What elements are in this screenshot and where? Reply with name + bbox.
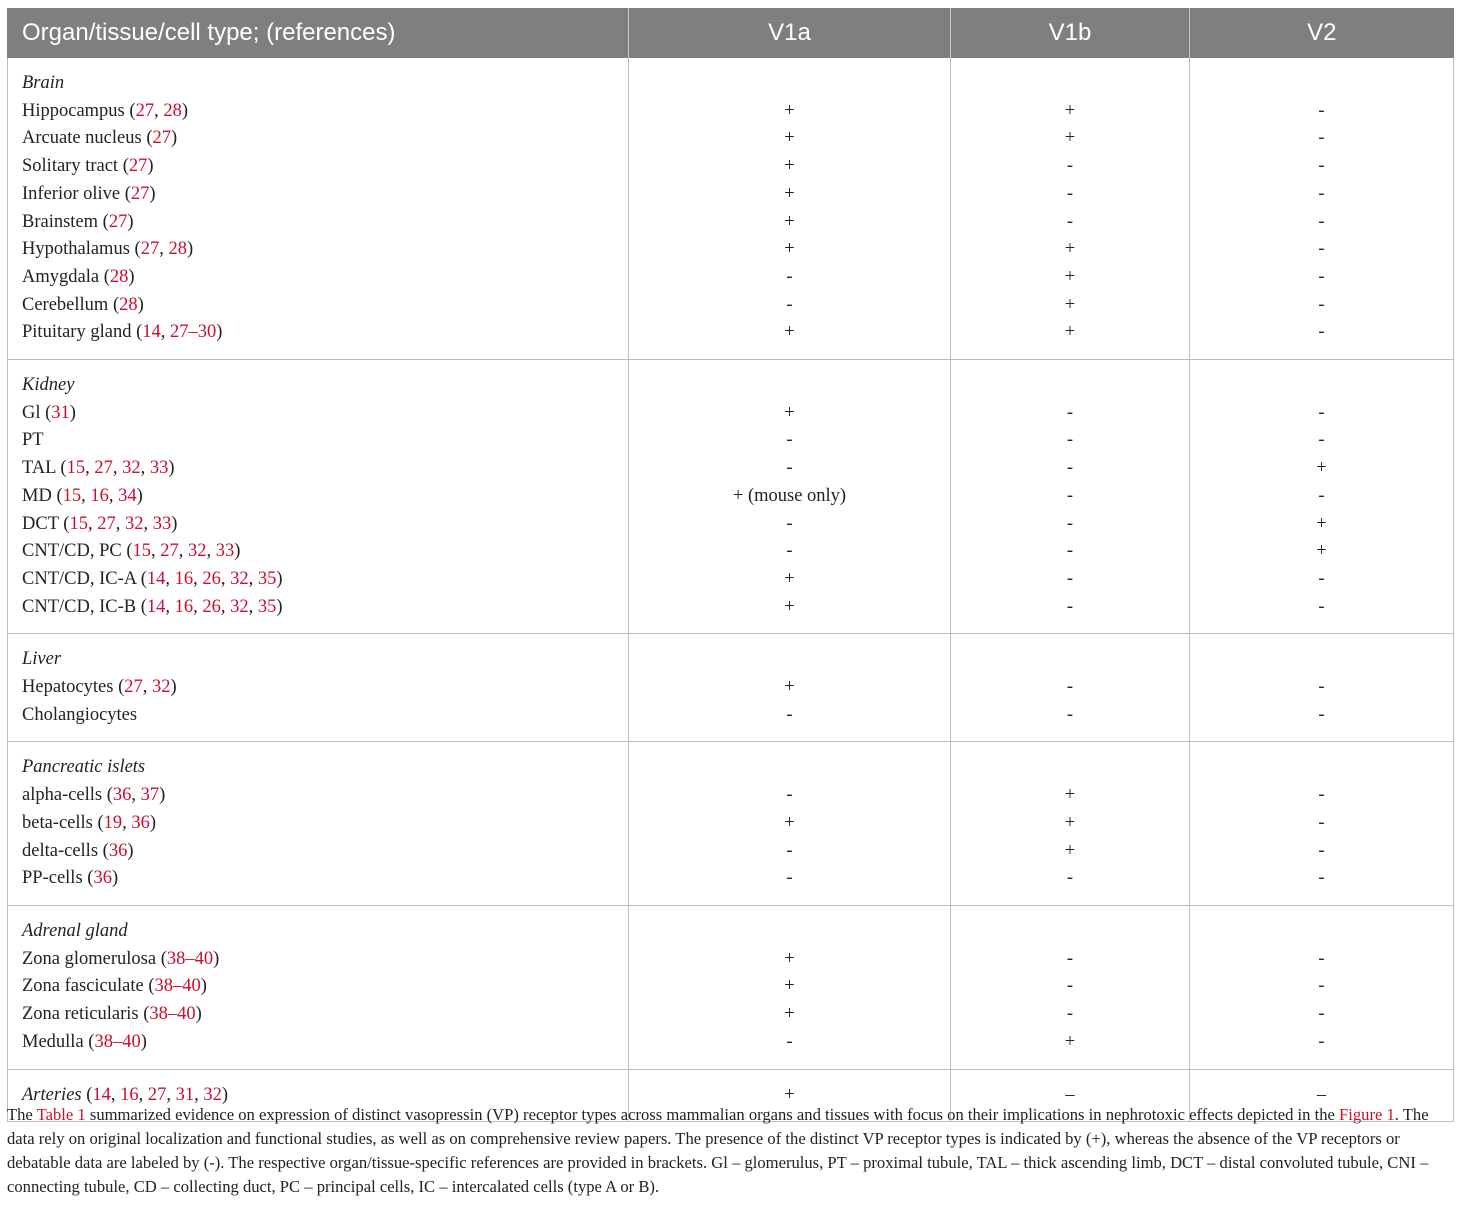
cell-v1b: - — [951, 566, 1190, 594]
cell-v1a: + — [629, 1069, 951, 1122]
reference-separator: , — [165, 596, 175, 617]
table-row — [8, 538, 1454, 566]
table-row — [8, 702, 1454, 742]
reference-separator: , — [143, 513, 153, 534]
reference-link[interactable]: 14 — [146, 568, 166, 589]
cell-v1a: + — [629, 125, 951, 153]
reference-link[interactable]: 36 — [112, 785, 132, 806]
empty-cell — [1190, 58, 1454, 98]
cell-v1a: + — [629, 400, 951, 428]
cell-v1a: + — [629, 674, 951, 702]
cell-v1a: + — [629, 181, 951, 209]
table-row — [8, 209, 1454, 237]
cell-v1a: - — [629, 1029, 951, 1069]
reference-link[interactable]: 16 — [174, 568, 194, 589]
cell-v2: - — [1190, 400, 1454, 428]
reference-separator: , — [160, 322, 170, 343]
row-name: Pituitary gland — [22, 322, 132, 343]
cell-v1a: - — [629, 264, 951, 292]
row-label: beta-cells (19, 36) — [8, 810, 629, 838]
row-label: Arcuate nucleus (27) — [8, 125, 629, 153]
table-row — [8, 782, 1454, 810]
cell-v1b: - — [951, 538, 1190, 566]
cell-v1b: - — [951, 946, 1190, 974]
row-label: DCT (15, 27, 32, 33) — [8, 511, 629, 539]
reference-link[interactable]: 34 — [118, 485, 137, 506]
cell-v1a: + — [629, 319, 951, 359]
reference-separator: , — [248, 596, 258, 617]
row-name: Inferior olive — [22, 183, 121, 204]
cell-v1a: + (mouse only) — [629, 483, 951, 511]
cell-v1b: - — [951, 674, 1190, 702]
reference-link[interactable]: 32 — [203, 1084, 222, 1105]
row-label — [8, 427, 629, 455]
cell-v1a: - — [629, 538, 951, 566]
row-label: Cerebellum (28) — [8, 292, 629, 320]
row-name: CNT/CD, PC — [22, 541, 122, 562]
row-label: Amygdala (28) — [8, 264, 629, 292]
cell-v2: - — [1190, 292, 1454, 320]
table-row — [8, 973, 1454, 1001]
cell-v1a: + — [629, 946, 951, 974]
row-name: Arcuate nucleus — [22, 128, 142, 149]
empty-cell — [951, 905, 1190, 945]
row-label: PP-cells (36) — [8, 865, 629, 905]
reference-link[interactable]: 26 — [202, 596, 221, 617]
group-heading-row — [8, 360, 1454, 400]
row-name: MD — [22, 485, 52, 506]
cell-v1a: - — [629, 292, 951, 320]
cell-v1a: - — [629, 427, 951, 455]
reference-link[interactable]: 33 — [149, 458, 169, 479]
row-name: Hepatocytes — [22, 677, 114, 698]
cell-v1b: + — [951, 810, 1190, 838]
row-label: CNT/CD, IC-B (14, 16, 26, 32, 35) — [8, 594, 629, 634]
row-label: Hepatocytes (27, 32) — [8, 674, 629, 702]
cell-v1b: - — [951, 427, 1190, 455]
reference-link[interactable]: 38–40 — [149, 1004, 196, 1025]
row-label: Solitary tract (27) — [8, 153, 629, 181]
cell-v2: + — [1190, 511, 1454, 539]
reference-link[interactable]: 27–30 — [170, 322, 217, 343]
empty-cell — [1190, 905, 1454, 945]
table-row — [8, 264, 1454, 292]
table-row — [8, 483, 1454, 511]
reference-separator: , — [194, 1084, 204, 1105]
reference-link[interactable]: 26 — [202, 568, 221, 589]
table-group — [8, 360, 1454, 634]
cell-v1b: + — [951, 838, 1190, 866]
row-label: Gl (31) — [8, 400, 629, 428]
reference-link[interactable]: 31 — [51, 402, 70, 423]
row-name: CNT/CD, IC-B — [22, 596, 137, 617]
reference-link[interactable]: 16 — [174, 596, 194, 617]
cell-v1b: - — [951, 209, 1190, 237]
row-name: alpha-cells — [22, 785, 103, 806]
reference-link[interactable]: 35 — [257, 596, 277, 617]
cell-v1b: - — [951, 865, 1190, 905]
table-row — [8, 594, 1454, 634]
cell-v2: - — [1190, 1001, 1454, 1029]
table-row — [8, 511, 1454, 539]
cell-v1b: + — [951, 125, 1190, 153]
row-label: Zona glomerulosa (38–40) — [8, 946, 629, 974]
row-name: PT — [22, 430, 44, 451]
cell-v1a: - — [629, 702, 951, 742]
reference-link[interactable]: 36 — [93, 868, 112, 889]
table-row — [8, 319, 1454, 359]
cell-v1a: + — [629, 810, 951, 838]
cell-v1a: + — [629, 236, 951, 264]
reference-link[interactable]: 19 — [103, 812, 123, 833]
cell-v1b: + — [951, 1029, 1190, 1069]
row-name: Cerebellum — [22, 294, 109, 315]
reference-separator: , — [220, 596, 231, 617]
reference-link[interactable]: 16 — [90, 485, 109, 506]
reference-link[interactable]: 33 — [215, 541, 235, 562]
table-group — [8, 58, 1454, 360]
table-row — [8, 427, 1454, 455]
row-label: Zona fasciculate (38–40) — [8, 973, 629, 1001]
table-row — [8, 181, 1454, 209]
reference-link[interactable]: 14 — [142, 322, 161, 343]
row-name: Zona reticularis — [22, 1004, 139, 1025]
figure-1-link[interactable]: Figure 1 — [1339, 1105, 1395, 1124]
row-name: TAL — [22, 458, 56, 479]
group-heading: Liver — [8, 634, 629, 674]
cell-v1b: - — [951, 483, 1190, 511]
table-1-link[interactable]: Table 1 — [36, 1105, 86, 1124]
reference-link[interactable]: 32 — [230, 596, 249, 617]
reference-separator: , — [165, 568, 175, 589]
reference-link[interactable]: 38–40 — [94, 1031, 141, 1052]
table-row — [8, 400, 1454, 428]
reference-link[interactable]: 27 — [130, 183, 150, 204]
cell-v1b: + — [951, 236, 1190, 264]
row-name: Amygdala — [22, 266, 100, 287]
row-label: MD (15, 16, 34) — [8, 483, 629, 511]
cell-v1b: + — [951, 98, 1190, 126]
reference-link[interactable]: 15 — [69, 513, 88, 534]
reference-separator: , — [138, 1084, 148, 1105]
cell-v2: - — [1190, 838, 1454, 866]
cell-v1b: - — [951, 181, 1190, 209]
table-header — [8, 8, 1454, 58]
table-row — [8, 946, 1454, 974]
row-name: delta-cells — [22, 840, 99, 861]
reference-separator: , — [206, 541, 216, 562]
group-heading-row — [8, 58, 1454, 98]
cell-v2: - — [1190, 782, 1454, 810]
reference-link[interactable]: 14 — [92, 1084, 111, 1105]
cell-v2: - — [1190, 153, 1454, 181]
reference-link[interactable]: 28 — [168, 239, 187, 260]
cell-v1b: - — [951, 1001, 1190, 1029]
table-row — [8, 1029, 1454, 1069]
cell-v1b: + — [951, 782, 1190, 810]
cell-v1a: + — [629, 594, 951, 634]
reference-link[interactable]: 28 — [119, 294, 138, 315]
table-row — [8, 1001, 1454, 1029]
cell-v1b: - — [951, 702, 1190, 742]
reference-link[interactable]: 27 — [135, 100, 155, 121]
row-name: beta-cells — [22, 812, 93, 833]
reference-separator: , — [193, 596, 203, 617]
empty-cell — [629, 360, 951, 400]
reference-separator: , — [142, 677, 152, 698]
cell-v1a: - — [629, 511, 951, 539]
table-row — [8, 98, 1454, 126]
cell-v2: - — [1190, 594, 1454, 634]
header-organ: Organ/tissue/cell type; (references) — [8, 8, 629, 58]
reference-separator: , — [108, 485, 119, 506]
cell-v1b: - — [951, 455, 1190, 483]
table-row — [8, 838, 1454, 866]
reference-separator: , — [166, 1084, 176, 1105]
row-name: Zona glomerulosa — [22, 948, 157, 969]
reference-link[interactable]: 27 — [140, 239, 160, 260]
reference-link[interactable]: 32 — [151, 677, 171, 698]
table-caption: The Table 1 summarized evidence on expression of distinct vasopressin (VP) receptor types across mammalian organs and tissues with focus on their implications in nephrotoxic effects depicted in the Figure 1. The data rely on original localization and functional studies, as well as on comprehensive review papers. The presence of the distinct VP receptor types is indicated by (+), whereas the absence of the VP receptors or debatable data are labeled by (-). The respective organ/tissue-specific references are provided in brackets. Gl – glomerulus, PT – proximal tubule, TAL – thick ascending limb, DCT – distal convoluted tubule, CNI – connecting tubule, CD – collecting duct, PC – principal cells, IC – intercalated cells (type A or B). — [7, 1105, 1429, 1196]
cell-v1b: - — [951, 973, 1190, 1001]
cell-v2: - — [1190, 946, 1454, 974]
cell-v2: - — [1190, 264, 1454, 292]
row-label: delta-cells (36) — [8, 838, 629, 866]
header-v1b: V1b — [951, 8, 1190, 58]
cell-v1b: – — [951, 1069, 1190, 1122]
reference-link[interactable]: 15 — [66, 458, 86, 479]
reference-link[interactable]: 35 — [257, 568, 277, 589]
empty-cell — [629, 634, 951, 674]
row-name: CNT/CD, IC-A — [22, 568, 137, 589]
cell-v1a: - — [629, 782, 951, 810]
cell-v2: - — [1190, 483, 1454, 511]
group-heading: Adrenal gland — [8, 905, 629, 945]
cell-v2: - — [1190, 98, 1454, 126]
table-row — [8, 810, 1454, 838]
row-name: PP-cells — [22, 868, 83, 889]
reference-separator: , — [151, 541, 161, 562]
reference-separator: , — [87, 513, 98, 534]
cell-v1b: - — [951, 594, 1190, 634]
row-name: Solitary tract — [22, 156, 119, 177]
cell-v1a: - — [629, 865, 951, 905]
cell-v1a: - — [629, 455, 951, 483]
cell-v1a: + — [629, 153, 951, 181]
reference-separator: , — [131, 785, 141, 806]
empty-cell — [951, 360, 1190, 400]
row-name: Hippocampus — [22, 100, 125, 121]
cell-v2: - — [1190, 566, 1454, 594]
reference-link[interactable]: 27 — [94, 458, 113, 479]
cell-v2: - — [1190, 702, 1454, 742]
cell-v1b: + — [951, 292, 1190, 320]
row-name: Brainstem — [22, 211, 99, 232]
cell-v1a: + — [629, 566, 951, 594]
row-label: Medulla (38–40) — [8, 1029, 629, 1069]
reference-separator: , — [140, 458, 150, 479]
table-group — [8, 905, 1454, 1069]
cell-v1b: - — [951, 400, 1190, 428]
row-label: Brainstem (27) — [8, 209, 629, 237]
reference-separator: , — [112, 458, 123, 479]
cell-v1b: - — [951, 153, 1190, 181]
reference-link[interactable]: 38–40 — [166, 948, 214, 969]
reference-link[interactable]: 27 — [108, 211, 128, 232]
table-row — [8, 566, 1454, 594]
reference-link[interactable]: 27 — [97, 513, 116, 534]
reference-link[interactable]: 33 — [152, 513, 172, 534]
group-heading-row — [8, 634, 1454, 674]
reference-link[interactable]: 28 — [163, 100, 182, 121]
row-label: alpha-cells (36, 37) — [8, 782, 629, 810]
group-heading-row — [8, 905, 1454, 945]
table-row — [8, 674, 1454, 702]
reference-separator: , — [159, 239, 169, 260]
reference-link[interactable]: 15 — [62, 485, 82, 506]
row-label: CNT/CD, PC (15, 27, 32, 33) — [8, 538, 629, 566]
group-heading: Brain — [8, 58, 629, 98]
row-name: Medulla — [22, 1031, 84, 1052]
cell-v1b: - — [951, 511, 1190, 539]
cell-v2: - — [1190, 209, 1454, 237]
reference-link[interactable]: 38–40 — [154, 976, 201, 997]
row-label: Zona reticularis (38–40) — [8, 1001, 629, 1029]
empty-cell — [951, 634, 1190, 674]
cell-v2: – — [1190, 1069, 1454, 1122]
group-heading: Pancreatic islets — [8, 742, 629, 782]
reference-link[interactable]: 32 — [122, 458, 141, 479]
empty-cell — [951, 742, 1190, 782]
cell-v2: - — [1190, 865, 1454, 905]
row-label: Inferior olive (27) — [8, 181, 629, 209]
row-name: Zona fasciculate — [22, 976, 144, 997]
reference-link[interactable]: 36 — [108, 840, 128, 861]
reference-link[interactable]: 31 — [175, 1084, 195, 1105]
reference-link[interactable]: 32 — [188, 541, 207, 562]
row-label: Hippocampus (27, 28) — [8, 98, 629, 126]
cell-v1b: + — [951, 319, 1190, 359]
table-row — [8, 292, 1454, 320]
reference-link[interactable]: 27 — [160, 541, 179, 562]
cell-v1a: + — [629, 209, 951, 237]
cell-v1a: + — [629, 973, 951, 1001]
empty-cell — [1190, 360, 1454, 400]
reference-separator: , — [122, 812, 132, 833]
row-label — [8, 702, 629, 742]
row-label: Arteries (14, 16, 27, 31, 32) — [8, 1069, 629, 1122]
cell-v2: - — [1190, 973, 1454, 1001]
cell-v2: - — [1190, 674, 1454, 702]
row-label: Hypothalamus (27, 28) — [8, 236, 629, 264]
empty-cell — [629, 58, 951, 98]
reference-separator: , — [110, 1084, 121, 1105]
reference-separator: , — [81, 485, 91, 506]
table-group — [8, 634, 1454, 742]
empty-cell — [951, 58, 1190, 98]
reference-link[interactable]: 37 — [140, 785, 160, 806]
cell-v1a: + — [629, 98, 951, 126]
cell-v2: - — [1190, 236, 1454, 264]
cell-v2: - — [1190, 810, 1454, 838]
reference-link[interactable]: 32 — [230, 568, 249, 589]
reference-link[interactable]: 27 — [147, 1084, 167, 1105]
table-row — [8, 865, 1454, 905]
row-label: CNT/CD, IC-A (14, 16, 26, 32, 35) — [8, 566, 629, 594]
reference-separator: , — [154, 100, 164, 121]
reference-link[interactable]: 27 — [152, 128, 171, 149]
header-v1a: V1a — [629, 8, 951, 58]
reference-link[interactable]: 14 — [146, 596, 166, 617]
cell-v2: - — [1190, 125, 1454, 153]
cell-v2: + — [1190, 538, 1454, 566]
table-row — [8, 153, 1454, 181]
empty-cell — [629, 905, 951, 945]
empty-cell — [629, 742, 951, 782]
reference-separator: , — [248, 568, 258, 589]
cell-v2: + — [1190, 455, 1454, 483]
cell-v2: - — [1190, 181, 1454, 209]
table-row — [8, 455, 1454, 483]
row-name: Arteries — [22, 1084, 82, 1105]
reference-link[interactable]: 36 — [131, 812, 150, 833]
row-name: Cholangiocytes — [22, 704, 138, 725]
row-label: TAL (15, 27, 32, 33) — [8, 455, 629, 483]
reference-link[interactable]: 27 — [124, 677, 143, 698]
reference-separator: , — [220, 568, 231, 589]
cell-v2: - — [1190, 427, 1454, 455]
row-name: DCT — [22, 513, 59, 534]
reference-link[interactable]: 27 — [128, 156, 148, 177]
header-v2: V2 — [1190, 8, 1454, 58]
empty-cell — [1190, 634, 1454, 674]
cell-v1a: - — [629, 838, 951, 866]
reference-separator: , — [193, 568, 203, 589]
reference-link[interactable]: 16 — [120, 1084, 139, 1105]
row-name: Gl — [22, 402, 41, 423]
table-group — [8, 742, 1454, 906]
cell-v2: - — [1190, 1029, 1454, 1069]
reference-separator: , — [85, 458, 95, 479]
reference-separator: , — [178, 541, 189, 562]
reference-separator: , — [115, 513, 125, 534]
table-row — [8, 125, 1454, 153]
cell-v1b: + — [951, 264, 1190, 292]
cell-v1a: + — [629, 1001, 951, 1029]
row-name: Hypothalamus — [22, 239, 130, 260]
reference-link[interactable]: 28 — [109, 266, 129, 287]
cell-v2: - — [1190, 319, 1454, 359]
receptor-table — [7, 8, 1454, 1122]
reference-link[interactable]: 15 — [132, 541, 152, 562]
group-heading: Kidney — [8, 360, 629, 400]
reference-link[interactable]: 32 — [124, 513, 144, 534]
empty-cell — [1190, 742, 1454, 782]
table-row — [8, 236, 1454, 264]
group-heading-row — [8, 742, 1454, 782]
row-label: Pituitary gland (14, 27–30) — [8, 319, 629, 359]
